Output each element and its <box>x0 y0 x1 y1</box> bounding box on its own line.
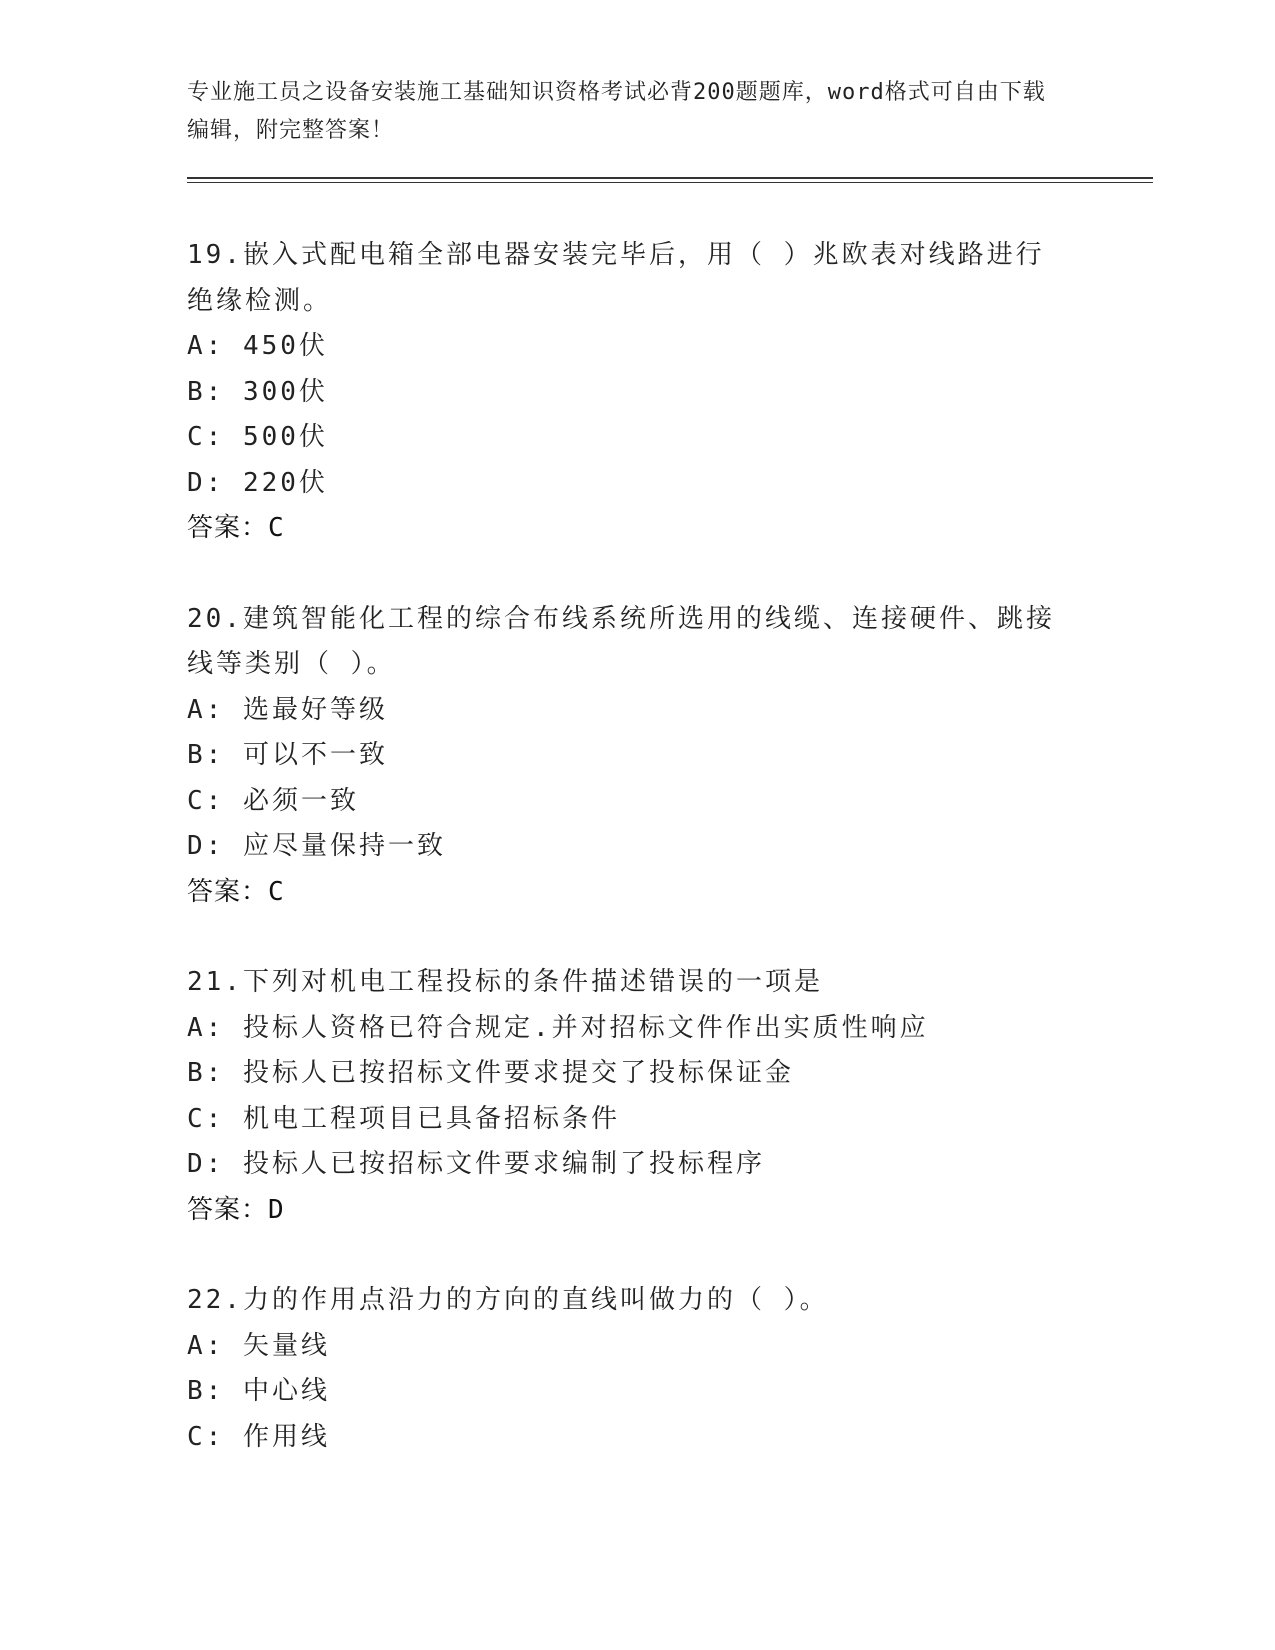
option-c: C: 必须一致 <box>187 785 359 816</box>
answer-value: D <box>268 1194 285 1225</box>
answer-line <box>187 1188 1087 1234</box>
option-c: C: 作用线 <box>187 1421 330 1452</box>
document-header: 专业施工员之设备安装施工基础知识资格考试必背200题题库，word格式可自由下载编辑，附完整答案！ <box>187 80 1046 143</box>
answer-label: 答案： <box>187 876 269 907</box>
answer-value: C <box>268 513 285 543</box>
question-19 <box>187 233 1087 552</box>
option-a: A: 450伏 <box>187 331 328 361</box>
option-a: A: 选最好等级 <box>187 694 388 725</box>
option-d: D: 应尽量保持一致 <box>187 831 446 861</box>
question-text: 19.嵌入式配电箱全部电器安装完毕后，用（ ）兆欧表对线路进行绝缘检测。 <box>187 240 1045 316</box>
option-d: D: 投标人已按招标文件要求编制了投标程序 <box>187 1149 765 1179</box>
answer-label: 答案： <box>187 1194 269 1225</box>
option-b: B: 投标人已按招标文件要求提交了投标保证金 <box>187 1058 794 1088</box>
option-b: B: 300伏 <box>187 376 328 407</box>
question-22 <box>187 1278 1087 1460</box>
answer-value: C <box>268 876 285 907</box>
option-b: B: 中心线 <box>187 1376 330 1406</box>
option-a: A: 投标人资格已符合规定.并对招标文件作出实质性响应 <box>187 1012 929 1043</box>
answer-line <box>187 506 1087 552</box>
option-a: A: 矢量线 <box>187 1330 330 1361</box>
answer-label: 答案： <box>187 513 269 543</box>
option-d: D: 220伏 <box>187 467 328 498</box>
option-c: C: 机电工程项目已具备招标条件 <box>187 1103 620 1134</box>
question-list <box>187 233 1087 1505</box>
question-text: 20.建筑智能化工程的综合布线系统所选用的线缆、连接硬件、跳接线等类别（ ）。 <box>187 603 1055 679</box>
option-b: B: 可以不一致 <box>187 740 388 770</box>
question-text: 21.下列对机电工程投标的条件描述错误的一项是 <box>187 967 823 997</box>
question-text: 22.力的作用点沿力的方向的直线叫做力的（ ）。 <box>187 1285 829 1315</box>
question-21 <box>187 960 1087 1233</box>
question-20 <box>187 597 1087 916</box>
header-divider-thin <box>187 182 1153 183</box>
answer-line <box>187 870 1087 916</box>
option-c: C: 500伏 <box>187 422 328 452</box>
header-divider <box>187 177 1153 179</box>
